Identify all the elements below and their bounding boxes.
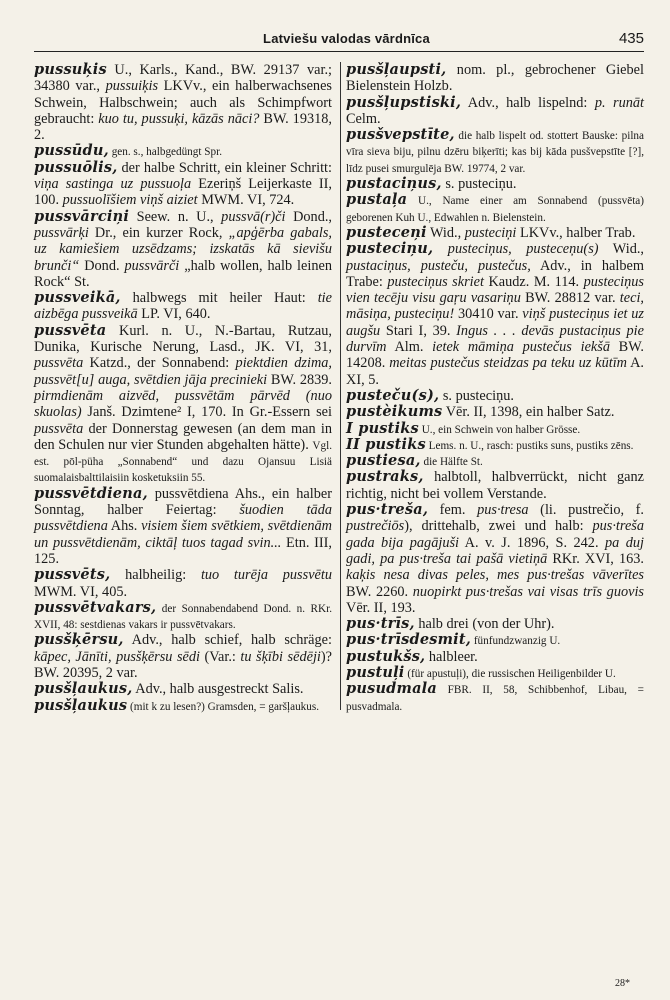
example-text: meitas pustečus steidzas pa teku uz kūtīm	[389, 355, 627, 372]
definition-text: s. pusteciņu.	[439, 387, 514, 404]
headword: pusšļaukus	[34, 696, 128, 714]
dictionary-entry	[346, 616, 644, 632]
left-column	[34, 62, 332, 714]
example-text: pusteciņus, pusteceņu(s)	[447, 241, 599, 258]
definition-text: s. pusteciņu.	[441, 176, 517, 193]
dictionary-entry	[346, 388, 644, 404]
dictionary-entry	[346, 404, 644, 420]
definition-text: Adv., in halbem Trabe:	[346, 257, 644, 290]
dictionary-entry	[346, 649, 644, 665]
definition-text: Kurl. n. U., N.-Bartau, Rutzau, Dunika, Kurische Nerung, Lasd., JK. VI, 31,	[34, 322, 332, 356]
headword: pussvētdiena,	[34, 484, 148, 502]
definition-text: Katzd., der Sonnabend:	[83, 355, 236, 372]
definition-text: fem.	[428, 502, 478, 519]
definition-text: Adv., halb ausgestreckt Salis.	[132, 681, 304, 698]
example-text: pus·tresa	[477, 502, 529, 519]
definition-text: Wid.,	[598, 241, 645, 258]
dictionary-entry	[346, 95, 644, 128]
definition-text: BW. 2839.	[267, 371, 332, 388]
example-text: nuopirkt pus·trešas vai visas trīs guovis	[412, 583, 644, 600]
headword: pus·treša,	[346, 501, 429, 519]
definition-text: A. v. J. 1896, S. 242.	[459, 534, 605, 551]
example-text: pussuiķis	[105, 78, 159, 95]
definition-text: ), drittehalb, zwei und halb:	[404, 518, 593, 535]
printer-signature: 28*	[615, 978, 630, 989]
definition-text: RKr. XVI, 163.	[547, 550, 644, 567]
dictionary-entry	[34, 632, 332, 681]
definition-text: nom. pl., gebrochener Giebel Bielenstein Holzb.	[346, 62, 644, 95]
dictionary-entry	[34, 209, 332, 290]
headword: pusšļaukus,	[34, 680, 133, 698]
definition-text: pussvētdiena Ahs., ein halber Sonntag, halber Feiertag:	[34, 485, 332, 519]
headword: pussvētvakars,	[34, 598, 157, 616]
definition-text: der Donnerstag gewesen (an dem man in den Schulen nur vier Stunden abgehalten hätte).	[34, 420, 332, 453]
definition-text: Vēr. II, 1398, ein halber Satz.	[442, 404, 615, 421]
definition-text: Celm.	[346, 110, 381, 127]
definition-text: BW. 28812 var.	[520, 290, 620, 307]
example-text: pustaciņus, pusteču, pustečus,	[346, 257, 531, 274]
definition-text: LKVv., halber Trab.	[516, 224, 636, 241]
definition-text: Wid.,	[426, 224, 465, 241]
example-text: pussuolīšiem viņš aiziet	[62, 192, 198, 209]
example-text: pus·treša gada bija pagājuši	[346, 518, 644, 551]
definition-text: „halb wollen, halb leinen Rock“ St.	[34, 257, 332, 290]
dictionary-entry	[346, 62, 644, 95]
headword: pusudmala	[346, 680, 437, 698]
dictionary-entry	[34, 681, 332, 697]
small-text: Vgl. est. pōl-püha „Sonnabend“ und dazu Ojansuu Lisiä suomalaisbalttilaisiin kosketuksiin 55.	[34, 439, 332, 485]
page-number: 435	[618, 30, 644, 47]
definition-text: Ahs.	[107, 518, 142, 535]
definition-text: BW. 14208.	[346, 339, 644, 372]
headword: pus·trīs,	[346, 615, 415, 633]
definition-text: halbheilig:	[110, 567, 201, 584]
dictionary-entry	[346, 127, 644, 176]
example-text: teci, māsiņa, pusteciņu!	[346, 290, 644, 323]
small-text: U., ein Schwein von halber Grösse.	[418, 423, 581, 436]
headword: pustraks,	[346, 468, 424, 486]
definition-text: halb drei (von der Uhr).	[414, 616, 555, 633]
definition-text: halbtoll, halbverrückt, nicht ganz richtig, nicht bei vollem Verstande.	[346, 469, 644, 502]
example-text: pusteciņus vien tecēju visu gaŗu vasariņu	[346, 273, 644, 307]
definition-text: BW. 2260.	[346, 583, 413, 600]
definition-text: halbwegs mit heiler Haut:	[120, 290, 318, 307]
headword: pusšvepstīte,	[346, 126, 455, 144]
headword: pusšļupstiski,	[346, 93, 462, 111]
example-text: pussvā(r)či	[221, 208, 286, 225]
definition-text: 30410 var.	[454, 306, 523, 323]
headword: pussveikā,	[34, 289, 121, 307]
example-text: pussvēta	[34, 355, 84, 372]
header-rule	[34, 51, 644, 52]
dictionary-entry	[34, 143, 332, 159]
example-text: pustrečiōs	[346, 518, 405, 535]
headword: pusteču(s),	[346, 386, 440, 404]
two-column-body	[34, 62, 644, 714]
example-text: piektdien dzima, pussvēt[u] auga, svētdien jāja precinieki	[34, 355, 332, 388]
dictionary-entry	[34, 486, 332, 567]
definition-text: Adv., halb schief, halb schräge:	[123, 632, 332, 649]
definition-text: der halbe Schritt, ein kleiner Schritt:	[117, 159, 332, 176]
headword: pussvēts,	[34, 566, 111, 584]
dictionary-entry	[346, 176, 644, 192]
example-text: pa duj gadi, pa pus·treša tai pašā vietiņā	[346, 534, 645, 567]
headword: pusteciņu,	[346, 240, 434, 258]
dictionary-entry	[34, 323, 332, 486]
dictionary-entry	[346, 225, 644, 241]
small-text: die Hälfte St.	[420, 456, 483, 469]
example-text: tu šķībi sēdēji	[240, 648, 321, 665]
example-text: pussvārči	[124, 257, 180, 274]
dictionary-entry	[346, 421, 644, 437]
small-text: gen. s., halbgedüngt Spr.	[108, 146, 222, 159]
headword: I pustiks	[346, 419, 419, 437]
example-text: pusteciņus skriet	[387, 273, 484, 290]
page-header	[34, 30, 644, 51]
definition-text: Vēr. II, 193.	[346, 599, 416, 616]
headword: pussvēta	[34, 321, 107, 339]
definition-text: Etn. III, 125.	[34, 534, 333, 567]
dictionary-entry	[346, 632, 644, 648]
definition-text: Dond.,	[285, 208, 332, 225]
headword: pussvārciņi	[34, 207, 130, 225]
example-text: pussvārķi	[34, 224, 89, 241]
definition-text: LKVv., ein halberwachsenes Schwein, Halbschwein; auch als Schimpfwort gebraucht:	[34, 78, 332, 127]
definition-text: A. XI, 5.	[346, 355, 645, 388]
definition-text: )? BW. 20395, 2 var.	[34, 648, 332, 681]
headword: pusšķērsu,	[34, 631, 124, 649]
definition-text: Alm.	[386, 339, 433, 356]
definition-text: Adv., halb lispelnd:	[461, 94, 595, 111]
example-text: kāpec, Jānīti, pusšķērsu sēdi	[34, 648, 200, 665]
example-text: viņa sastinga uz pussuoļa	[34, 176, 192, 193]
example-text: pirmdienām aizvēd, pussvētām pārvēd (nuo skuolas)	[34, 387, 332, 421]
example-text: „apģērba gabals, uz kamiešiem uzsēdzams; izskatās kā sievišu brunči“	[34, 224, 333, 274]
example-text: šuodien tāda pussvētdiena	[34, 502, 333, 535]
running-title: Latviešu valodas vārdnīca	[263, 31, 430, 46]
definition-text: Dr., ein kurzer Rock,	[88, 224, 229, 241]
example-text: p. runāt	[594, 94, 644, 111]
dictionary-entry	[346, 681, 644, 714]
example-text: pussvēta	[34, 420, 84, 437]
dictionary-entry	[34, 698, 332, 714]
small-text: U., Name einer am Sonnabend (pussvēta) geborenen Kuh U., Edwahlen n. Bielenstein.	[346, 195, 644, 224]
small-text: die halb lispelt od. stottert Bauske: pilna vīra sieva biju, pilnu dzēru biķerīti; kas bij kāda pusšvepstīte [?], līdz pusei smurgulēja BW. 19774, 2 var.	[346, 130, 644, 175]
small-text: Lems. n. U., rasch: pustiks suns, pustiks zēns.	[425, 439, 634, 452]
small-text: (für apustuļi), die russischen Heiligenbilder U.	[404, 667, 616, 680]
headword: pustaciņus,	[346, 175, 442, 193]
small-text: fünfundzwanzig U.	[471, 635, 561, 648]
dictionary-entry	[346, 241, 644, 388]
definition-text: U., Karls., Kand., BW. 29137 var.; 34380 var.,	[34, 62, 332, 95]
headword: pussūdu,	[34, 142, 109, 160]
small-text: (mit k zu lesen?) Gramsden, = garšļaukus.	[127, 700, 320, 713]
headword: II pustiks	[346, 435, 426, 453]
headword: pustiesa,	[346, 452, 421, 470]
dictionary-entry	[346, 469, 644, 502]
definition-text: halbleer.	[425, 648, 478, 665]
definition-text: BW. 19318, 2.	[34, 110, 332, 144]
headword: pustaļa	[346, 191, 408, 209]
definition-text	[433, 241, 448, 257]
definition-text: Seew. n. U.,	[129, 208, 222, 225]
column-divider	[340, 62, 341, 710]
headword: pustuļi	[346, 663, 405, 681]
headword: pustukšs,	[346, 647, 426, 665]
small-text: FBR. II, 58, Schibbenhof, Libau, = pusvadmala.	[346, 684, 644, 713]
dictionary-entry	[346, 665, 644, 681]
headword: pustèikums	[346, 403, 443, 421]
right-column	[346, 62, 644, 714]
definition-text: Janš. Dzimtene² I, 170. In Gr.-Essern sei	[81, 404, 332, 421]
example-text: Ingus . . . devās pustaciņus pie durvīm	[346, 322, 644, 356]
definition-text: Kaudz. M. 114.	[483, 273, 584, 290]
dictionary-entry	[34, 62, 332, 143]
headword: pusteceņi	[346, 223, 427, 241]
definition-text: Ezeriņš Leijerkaste II, 100.	[34, 176, 332, 209]
example-text: ietek māmiņa pustečus iekšā	[432, 339, 610, 356]
headword: pusšļaupsti,	[346, 61, 447, 78]
example-text: visiem šiem svētkiem, svētdienām un pussvētdienām, ciktāļ tuos tagad svin...	[34, 518, 332, 551]
example-text: kaķis nesa divas peles, mes pus·trešas vāverītes	[346, 567, 644, 584]
definition-text: (Var.:	[200, 648, 241, 665]
dictionary-entry	[34, 290, 332, 323]
definition-text: Dond.	[79, 257, 125, 274]
dictionary-entry	[346, 453, 644, 469]
definition-text: (li. pustrečio, f.	[528, 502, 644, 519]
example-text: viņš pusteciņus iet uz augšu	[346, 306, 644, 339]
example-text: kuo tu, pussuķi, kāzās nāci?	[98, 110, 260, 127]
dictionary-entry	[346, 192, 644, 225]
dictionary-entry	[34, 160, 332, 209]
example-text: tuo turēja pussvētu	[200, 567, 332, 584]
example-text: pusteciņi	[464, 224, 517, 241]
small-text: der Sonnabendabend Dond. n. RKr. XVII, 48: sestdienas vakars ir pussvētvakars.	[34, 602, 332, 632]
definition-text: MWM. VI, 724.	[197, 192, 295, 209]
dictionary-entry	[34, 567, 332, 600]
definition-text: LP. VI, 640.	[137, 306, 211, 323]
dictionary-entry	[346, 502, 644, 616]
headword: pussuōlis,	[34, 158, 118, 176]
definition-text: MWM. VI, 405.	[34, 583, 128, 600]
headword: pussuķis	[34, 61, 107, 78]
definition-text: Stari I, 39.	[380, 322, 457, 339]
dictionary-entry	[346, 437, 644, 453]
dictionary-entry	[34, 600, 332, 633]
example-text: tie aizbēga pussveikā	[34, 290, 332, 323]
headword: pus·trīsdesmit,	[346, 631, 472, 649]
